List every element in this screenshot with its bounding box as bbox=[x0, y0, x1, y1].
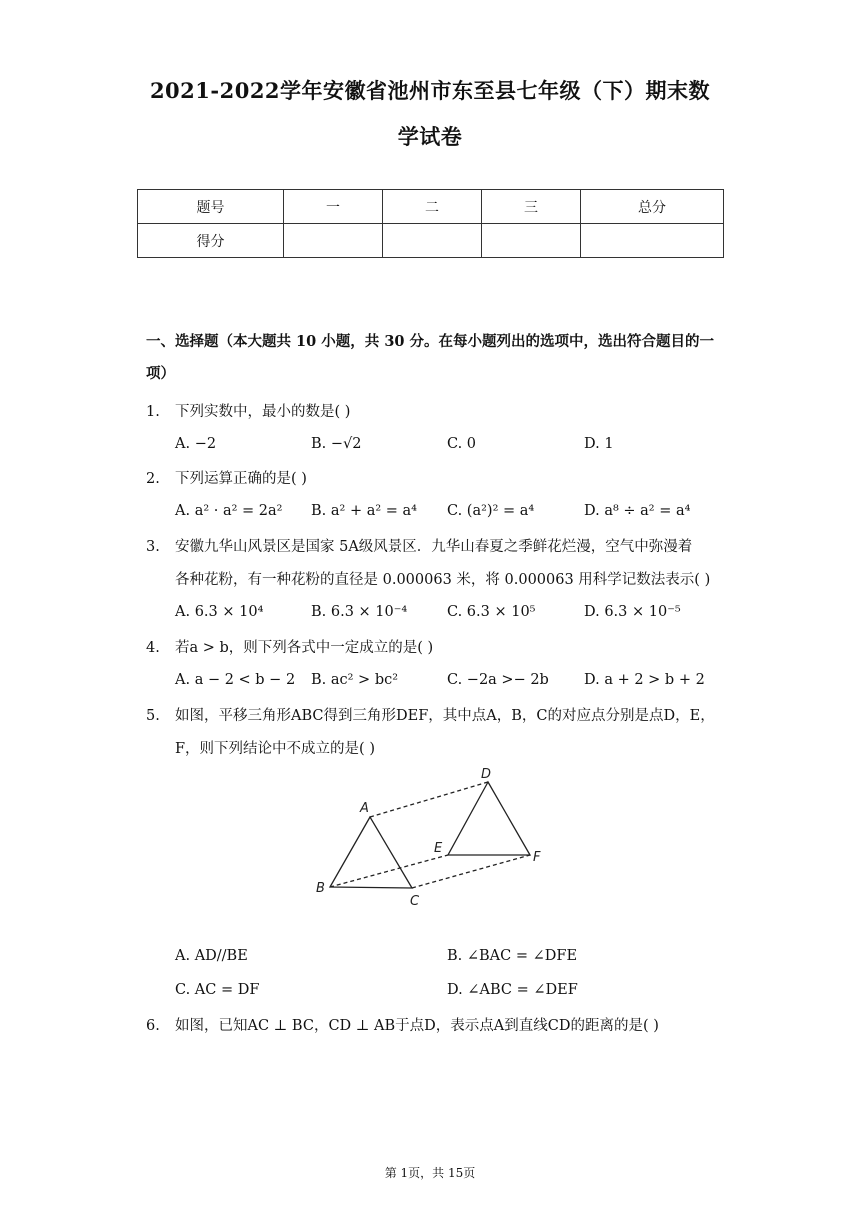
score-cell[interactable] bbox=[482, 224, 581, 258]
score-cell[interactable] bbox=[284, 224, 383, 258]
question-number: 6. bbox=[146, 1018, 160, 1034]
question-stem-continued: F，则下列结论中不成立的是( ) bbox=[175, 741, 375, 757]
option-d[interactable]: D. 1 bbox=[584, 436, 614, 452]
option-d[interactable]: D. ∠ABC = ∠DEF bbox=[447, 982, 578, 998]
question-stem: 安徽九华山风景区是国家 5A级风景区．九华山春夏之季鲜花烂漫，空气中弥漫着 bbox=[175, 539, 693, 555]
question-stem: 如图，平移三角形ABC得到三角形DEF，其中点A，B，C的对应点分别是点D，E， bbox=[175, 708, 715, 724]
paper-title-line1: 2021-2022学年安徽省池州市东至县七年级（下）期末数 bbox=[149, 78, 711, 103]
triangle-def bbox=[448, 782, 530, 855]
score-header-cell: 一 bbox=[284, 190, 383, 224]
page-footer: 第 1页，共 15页 bbox=[384, 1166, 476, 1180]
section-heading-line2: 项） bbox=[146, 365, 175, 382]
dashed-line-cf bbox=[412, 855, 530, 888]
paper-title-line2: 学试卷 bbox=[397, 124, 463, 149]
section-heading-line1: 一、选择题（本大题共 10 小题，共 30 分。在每小题列出的选项中，选出符合题目的一 bbox=[146, 333, 715, 350]
label-e: E bbox=[434, 841, 443, 856]
question-number: 5. bbox=[146, 708, 160, 724]
score-table bbox=[137, 189, 724, 258]
option-c[interactable]: C. (a²)² = a⁴ bbox=[447, 503, 535, 519]
score-header-cell: 题号 bbox=[138, 190, 284, 224]
option-d[interactable]: D. 6.3 × 10⁻⁵ bbox=[584, 604, 681, 620]
question-stem: 如图，已知AC ⊥ BC，CD ⊥ AB于点D，表示点A到直线CD的距离的是( ) bbox=[175, 1018, 659, 1034]
option-a[interactable]: A. AD//BE bbox=[175, 948, 248, 964]
score-cell[interactable] bbox=[383, 224, 482, 258]
question-stem: 若a > b，则下列各式中一定成立的是( ) bbox=[175, 640, 434, 656]
label-c: C bbox=[410, 894, 420, 909]
score-row-label: 得分 bbox=[138, 224, 284, 258]
label-f: F bbox=[533, 850, 541, 865]
score-header-cell: 二 bbox=[383, 190, 482, 224]
score-table-header-row bbox=[138, 190, 724, 224]
option-b[interactable]: B. 6.3 × 10⁻⁴ bbox=[311, 604, 408, 620]
option-c[interactable]: C. AC = DF bbox=[175, 982, 260, 998]
question-number: 3. bbox=[146, 539, 160, 555]
label-d: D bbox=[481, 767, 492, 782]
dashed-line-be bbox=[330, 855, 448, 887]
section-heading bbox=[146, 326, 726, 390]
triangle-abc bbox=[330, 817, 412, 888]
option-b[interactable]: B. −√2 bbox=[311, 436, 362, 452]
option-b[interactable]: B. a² + a² = a⁴ bbox=[311, 503, 417, 519]
option-b[interactable]: B. ∠BAC = ∠DFE bbox=[447, 948, 578, 964]
option-c[interactable]: C. −2a >− 2b bbox=[447, 672, 549, 688]
question-number: 1. bbox=[146, 404, 160, 420]
option-c[interactable]: C. 6.3 × 10⁵ bbox=[447, 604, 536, 620]
score-cell[interactable] bbox=[581, 224, 724, 258]
question-stem: 下列运算正确的是( ) bbox=[175, 471, 307, 487]
score-table-score-row bbox=[138, 224, 724, 258]
question-number: 4. bbox=[146, 640, 160, 656]
label-b: B bbox=[316, 881, 325, 896]
option-c[interactable]: C. 0 bbox=[447, 436, 477, 452]
label-a: A bbox=[360, 801, 369, 816]
score-header-cell: 三 bbox=[482, 190, 581, 224]
score-header-cell: 总分 bbox=[581, 190, 724, 224]
option-a[interactable]: A. −2 bbox=[175, 436, 217, 452]
option-d[interactable]: D. a + 2 > b + 2 bbox=[584, 672, 705, 688]
question-stem-continued: 各种花粉，有一种花粉的直径是 0.000063 米，将 0.000063 用科学记数法表示( ) bbox=[175, 572, 711, 588]
option-b[interactable]: B. ac² > bc² bbox=[311, 672, 399, 688]
question-number: 2. bbox=[146, 471, 160, 487]
translation-triangles-figure bbox=[300, 760, 560, 910]
dashed-line-ad bbox=[370, 782, 488, 817]
option-d[interactable]: D. a⁸ ÷ a² = a⁴ bbox=[584, 503, 691, 519]
option-a[interactable]: A. 6.3 × 10⁴ bbox=[175, 604, 264, 620]
question-stem: 下列实数中，最小的数是( ) bbox=[175, 404, 351, 420]
option-a[interactable]: A. a − 2 < b − 2 bbox=[175, 672, 296, 688]
option-a[interactable]: A. a² · a² = 2a² bbox=[175, 503, 283, 519]
